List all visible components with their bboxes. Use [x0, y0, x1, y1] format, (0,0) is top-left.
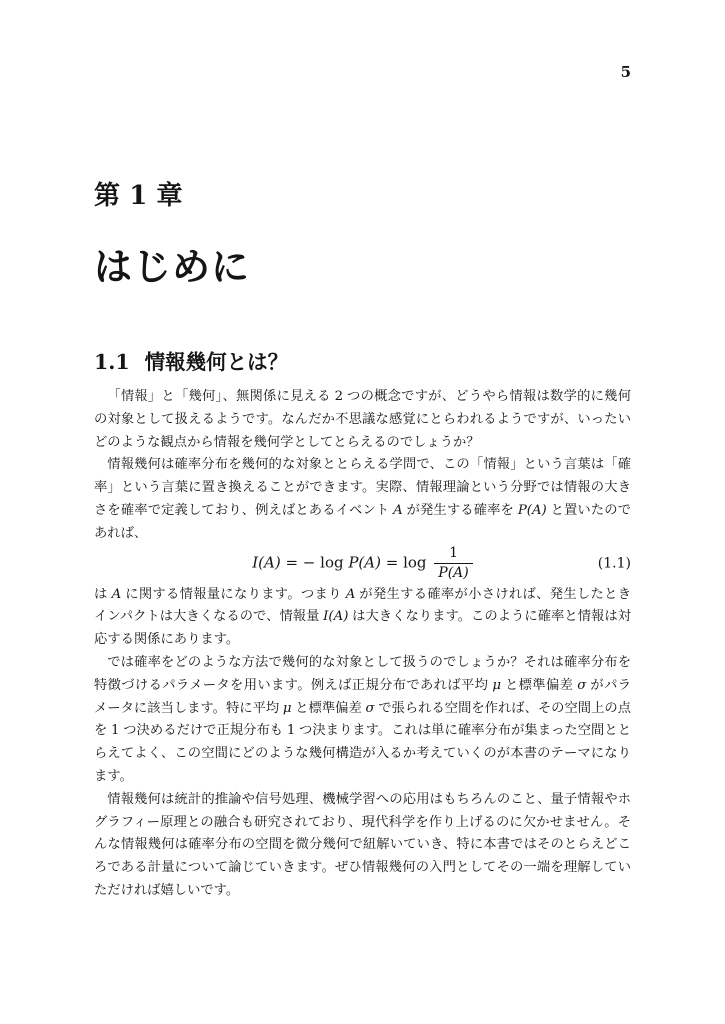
fraction-denominator: P(A): [434, 563, 472, 582]
text-segment: がパラ: [586, 676, 631, 692]
text-segment: = − log: [280, 553, 349, 572]
text-segment: ます。: [94, 767, 133, 783]
text-line: [94, 833, 631, 856]
text-line: [94, 765, 631, 788]
equation-expression: [252, 545, 473, 582]
text-segment: 応する関係にあります。: [94, 631, 240, 647]
text-line: [94, 628, 631, 651]
text-segment: = log: [380, 553, 432, 572]
text-segment: μ: [492, 677, 501, 693]
text-segment: A: [345, 586, 356, 602]
text-segment: は: [94, 585, 112, 601]
text-segment: μ: [282, 700, 292, 716]
text-segment: あれば、: [94, 524, 148, 540]
text-line: [94, 522, 631, 545]
text-segment: σ: [577, 677, 587, 693]
text-segment: P(A): [517, 502, 547, 518]
text-line: [94, 605, 631, 628]
text-line: [94, 651, 631, 674]
text-line: [94, 499, 631, 522]
text-line: [94, 583, 631, 606]
text-line: [94, 879, 631, 902]
text-segment: つ決めるだけで正規分布も: [119, 722, 287, 738]
page-number: 5: [620, 63, 631, 81]
text-segment: さを確率で定義しており、例えばとあるイベント: [94, 501, 394, 517]
text-segment: グラフィー原理との融合も研究されており、現代科学を作り上げるのに欠かせません。そ: [94, 813, 631, 829]
text-segment: I(A): [323, 609, 349, 625]
text-segment: 「情報」と「幾何」、無関係に見える: [107, 388, 335, 403]
text-segment: A: [393, 502, 403, 518]
text-segment: と標準偏差: [500, 676, 578, 692]
text-segment: つの概念ですが、どうやら情報は数学的に幾何: [347, 388, 631, 403]
text-segment: 情報幾何は統計的推論や信号処理、機械学習への応用はもちろんのこと、量子情報やホ: [107, 790, 631, 806]
text-segment: インパクトは大きくなるので、情報量: [94, 608, 324, 624]
fraction-numerator: 1: [449, 545, 458, 562]
text-segment: I(A): [252, 553, 281, 572]
text-segment: んな情報幾何は確率分布の空間を微分幾何で紐解いていき、特に本書ではそのとらえどこ: [94, 836, 631, 852]
text-segment: の対象として扱えるようです。なんだか不思議な感覚にとらわれるようですが、いったい: [94, 410, 631, 426]
text-segment: で張られる空間を作れば、その空間上の点: [374, 699, 631, 715]
text-segment: 第: [94, 180, 130, 210]
section-number: 1.1: [94, 350, 130, 374]
text-line: [94, 408, 631, 431]
text-segment: と標準偏差: [291, 699, 366, 715]
text-segment: が発生する確率を: [402, 501, 518, 517]
body-after-equation: [94, 583, 631, 902]
body-before-equation: [94, 385, 631, 545]
section-heading: [94, 345, 288, 375]
text-segment: 1: [111, 723, 120, 739]
text-line: [94, 476, 631, 499]
text-line: [94, 697, 631, 720]
text-segment: 率」という言葉に置き換えることができます。実際、情報理論という分野では情報の大き: [94, 479, 631, 495]
fraction: [434, 545, 472, 582]
text-segment: メータに該当します。特に平均: [94, 699, 283, 715]
text-segment: と置いたので: [546, 501, 631, 517]
equation-lhs: [252, 554, 431, 572]
text-segment: A: [111, 586, 122, 602]
text-segment: どのような観点から情報を幾何学としてとらえるのでしょうか？: [94, 433, 480, 449]
text-segment: P(A): [348, 553, 381, 572]
text-line: [94, 431, 631, 454]
chapter-label: [94, 175, 184, 212]
text-line: [94, 385, 631, 408]
equation: [94, 545, 631, 583]
text-segment: 情報幾何は確率分布を幾何的な対象ととらえる学問で、この「情報」という言葉は「確: [107, 456, 631, 472]
text-line: [94, 742, 631, 765]
text-segment: 章: [148, 180, 184, 210]
text-segment: 1: [129, 181, 149, 211]
text-line: [94, 811, 631, 834]
text-line: [94, 674, 631, 697]
text-line: [94, 856, 631, 879]
text-segment: つ決まります。これは単に確率分布が集まった空間とと: [295, 722, 631, 738]
text-segment: は大きくなります。このように確率と情報は対: [348, 608, 631, 624]
text-segment: ろである計量について論じていきます。ぜひ情報幾何の入門としてその一端を理解してい: [94, 859, 631, 875]
text-segment: 特徴づけるパラメータを用います。例えば正規分布であれば平均: [94, 676, 493, 692]
text-segment: に関する情報量になります。つまり: [121, 585, 346, 601]
body-text: [94, 385, 631, 902]
equation-number: (1.1): [597, 555, 631, 572]
text-line: [94, 719, 631, 742]
text-segment: を: [94, 722, 112, 738]
text-segment: σ: [365, 700, 375, 716]
text-segment: 1: [286, 723, 296, 739]
text-segment: が発生する確率が小さければ、発生したとき: [359, 585, 631, 601]
text-line: [94, 788, 631, 811]
section-title: 情報幾何とは？: [144, 351, 289, 374]
text-segment: ただければ嬉しいです。: [94, 881, 240, 897]
text-segment: 2: [334, 389, 344, 404]
text-segment: では確率をどのような方法で幾何的な対象として扱うのでしょうか？それは確率分布を: [107, 653, 631, 669]
chapter-title: はじめに: [94, 247, 251, 289]
text-line: [94, 453, 631, 476]
text-segment: らえてよく、この空間にどのような幾何構造が入るか考えていくのが本書のテーマになり: [94, 745, 631, 761]
